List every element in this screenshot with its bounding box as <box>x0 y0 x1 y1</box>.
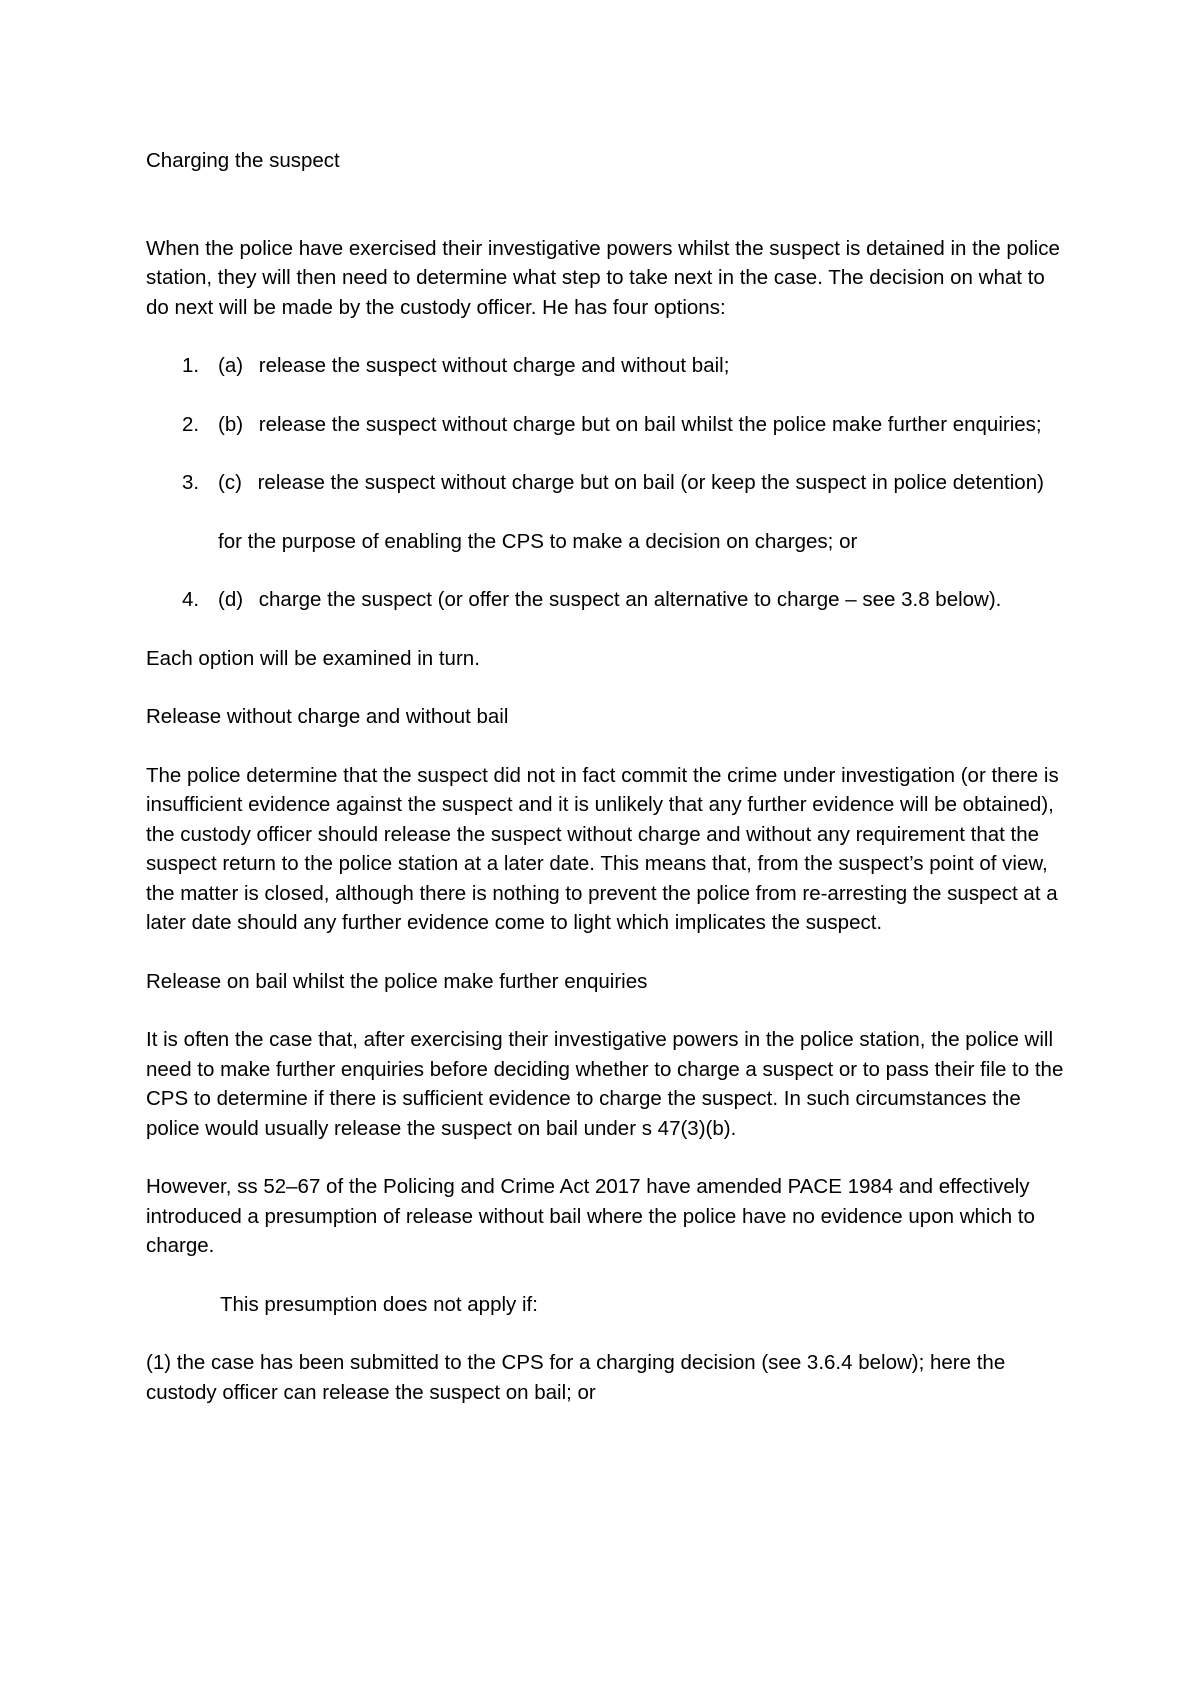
option-text: release the suspect without charge but on bail whilst the police make further enquiries; <box>258 412 1042 436</box>
option-letter: (d) <box>218 588 244 611</box>
intro-paragraph: When the police have exercised their investigative powers whilst the suspect is detained in the police station, they will then need to determine what step to take next in the case. The decision on what to do next will be made by the custody officer. He has four options: <box>146 236 1060 319</box>
option-text: release the suspect without charge but on bail (or keep the suspect in police detention) <box>257 471 1044 494</box>
option-letter: (c) <box>218 471 242 494</box>
option-item <box>146 585 1066 615</box>
section-body-release-on-bail: It is often the case that, after exercising their investigative powers in the police station, the police will need to make further enquiries before deciding whether to charge a suspect or to pass their file to the CPS to determine if there is sufficient evidence to charge the suspect. In such circumstances the police would usually release the suspect on bail under s 47(3)(b). <box>146 1028 1064 1140</box>
options-outro: Each option will be examined in turn. <box>146 646 480 670</box>
section-body-release-without-bail: The police determine that the suspect did not in fact commit the crime under investigation (or there is insufficient evidence against the suspect and it is unlikely that any further evidence will be obtained), the custody officer should release the suspect without charge and without any requirement that the suspect return to the police station at a later date. This means that, from the suspect’s point of view, the matter is closed, although there is nothing to prevent the police from re-arresting the suspect at a later date should any further evidence come to light which implicates the suspect. <box>146 763 1059 934</box>
exception-item: (1) the case has been submitted to the CPS for a charging decision (see 3.6.4 below); here the custody officer can release the suspect on bail; or <box>146 1351 1006 1404</box>
option-item <box>146 410 1066 440</box>
option-letter: (b) <box>218 412 244 436</box>
document-body <box>146 146 1066 1436</box>
option-number: 4. <box>182 588 200 611</box>
options-list <box>146 351 1066 615</box>
section-heading-release-on-bail: Release on bail whilst the police make further enquiries <box>146 969 648 993</box>
option-number: 3. <box>182 471 200 494</box>
option-number: 1. <box>182 354 200 377</box>
option-text: release the suspect without charge and without bail; <box>258 354 730 377</box>
option-item <box>146 351 1066 381</box>
presumption-note: This presumption does not apply if: <box>220 1292 538 1316</box>
section-heading-release-without-bail: Release without charge and without bail <box>146 705 509 728</box>
section-body-pace-amendment: However, ss 52–67 of the Policing and Crime Act 2017 have amended PACE 1984 and effectively introduced a presumption of release without bail where the police have no evidence upon which to charge. <box>146 1175 1035 1257</box>
document-title: Charging the suspect <box>146 149 340 172</box>
option-text: charge the suspect (or offer the suspect an alternative to charge – see 3.8 below). <box>258 588 1002 611</box>
option-number: 2. <box>182 412 200 436</box>
option-letter: (a) <box>218 354 244 377</box>
option-continuation: for the purpose of enabling the CPS to make a decision on charges; or <box>218 529 858 553</box>
option-item <box>146 468 1066 556</box>
